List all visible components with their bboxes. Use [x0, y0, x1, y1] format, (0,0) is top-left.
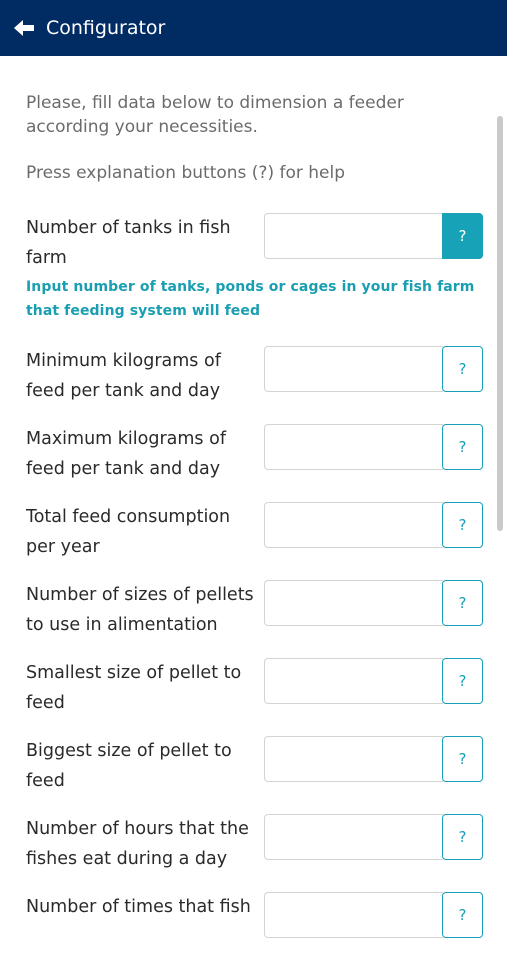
- smallest-pellet-input[interactable]: [264, 658, 443, 704]
- field-total-consumption: [0, 502, 507, 572]
- intro-text: Please, fill data below to dimension a feeder according your necessities.: [26, 93, 404, 137]
- help-button[interactable]: ?: [442, 424, 483, 470]
- total-consumption-input[interactable]: [264, 502, 443, 548]
- back-button[interactable]: [2, 0, 46, 56]
- biggest-pellet-input[interactable]: [264, 736, 443, 782]
- field-feeding-times: [0, 892, 507, 962]
- field-smallest-pellet: [0, 658, 507, 728]
- help-button[interactable]: ?: [442, 736, 483, 782]
- help-hint-text: Input number of tanks, ponds or cages in your fish farm that feeding system will feed: [26, 279, 475, 319]
- min-kg-input[interactable]: [264, 346, 443, 392]
- field-label: Biggest size of pellet to feed: [26, 741, 232, 791]
- help-button[interactable]: ?: [442, 502, 483, 548]
- field-max-kg: [0, 424, 507, 494]
- help-button[interactable]: ?: [442, 346, 483, 392]
- app-bar: [0, 0, 507, 56]
- arrow-left-icon: [13, 19, 35, 37]
- max-kg-input[interactable]: [264, 424, 443, 470]
- pellet-sizes-input[interactable]: [264, 580, 443, 626]
- feeding-times-input[interactable]: [264, 892, 443, 938]
- help-button[interactable]: ?: [442, 892, 483, 938]
- field-label: Number of times that fish: [26, 897, 251, 917]
- page-title: Configurator: [46, 17, 166, 39]
- field-label: Number of tanks in fish farm: [26, 218, 231, 268]
- help-button[interactable]: ?: [442, 814, 483, 860]
- help-button[interactable]: ?: [442, 658, 483, 704]
- field-label: Minimum kilograms of feed per tank and day: [26, 351, 221, 401]
- help-button[interactable]: ?: [442, 580, 483, 626]
- tanks-input[interactable]: [264, 213, 443, 259]
- field-label: Number of sizes of pellets to use in alimentation: [26, 585, 254, 635]
- scrollbar[interactable]: [497, 116, 503, 531]
- form-content[interactable]: [0, 56, 507, 924]
- field-min-kg: [0, 346, 507, 416]
- field-label: Smallest size of pellet to feed: [26, 663, 242, 713]
- feeding-hours-input[interactable]: [264, 814, 443, 860]
- field-tanks: [0, 213, 507, 283]
- field-feeding-hours: [0, 814, 507, 884]
- help-instruction: Press explanation buttons (?) for help: [26, 163, 346, 183]
- help-button[interactable]: ?: [442, 213, 483, 259]
- field-label: Maximum kilograms of feed per tank and day: [26, 429, 226, 479]
- field-biggest-pellet: [0, 736, 507, 806]
- field-label: Total feed consumption per year: [26, 507, 231, 557]
- field-pellet-sizes: [0, 580, 507, 650]
- field-label: Number of hours that the fishes eat during a day: [26, 819, 249, 869]
